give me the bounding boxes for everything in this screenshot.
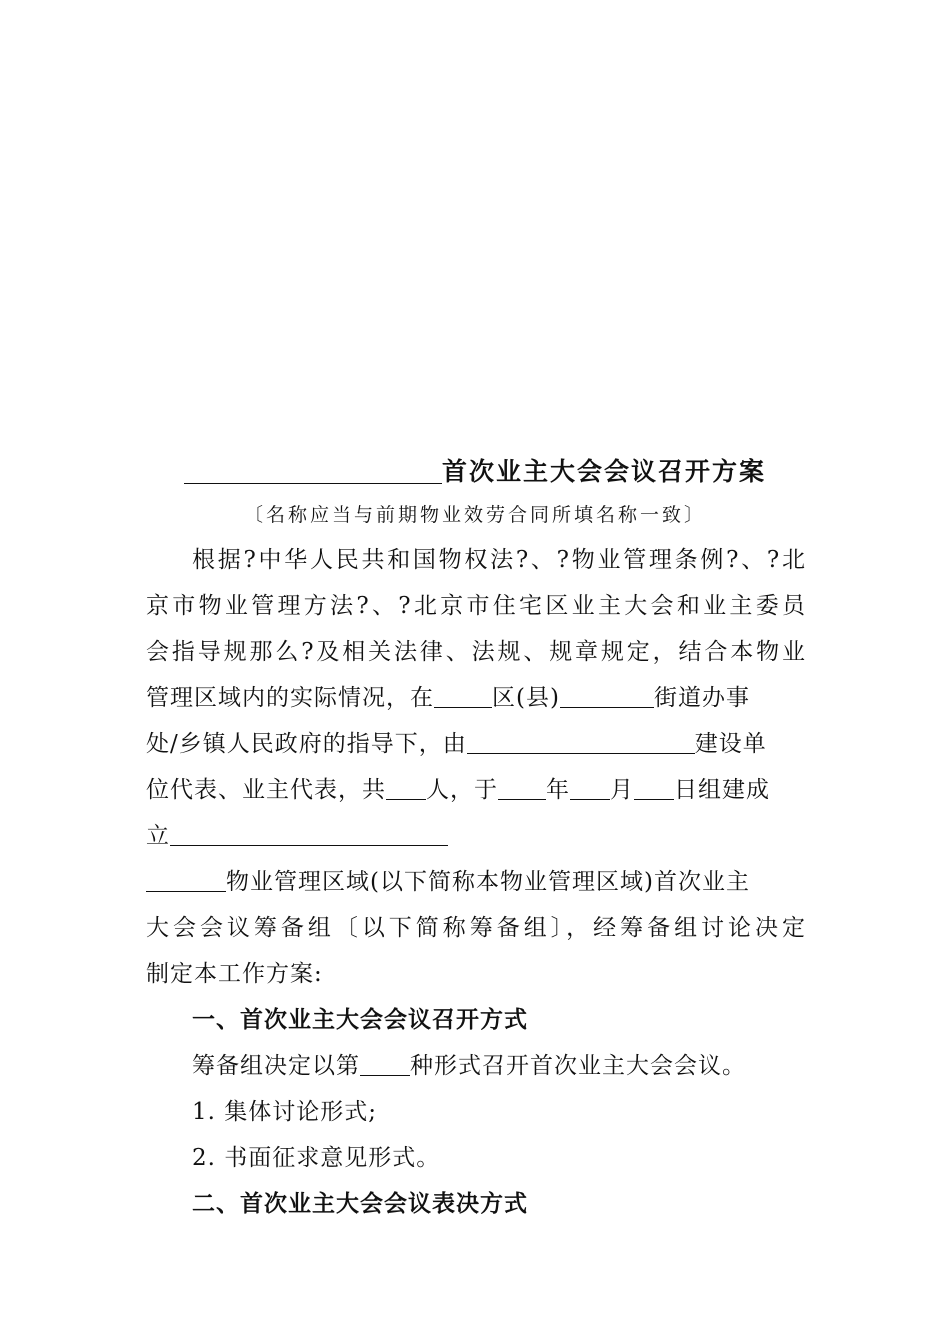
section1-item1: 1. 集体讨论形式; — [192, 1099, 378, 1125]
document-title — [0, 452, 950, 488]
section1-text — [192, 1049, 806, 1083]
text-segment: 位代表、业主代表，共 — [146, 777, 386, 803]
month-blank[interactable] — [570, 775, 610, 800]
section2-heading: 二、首次业主大会会议表决方式 — [192, 1191, 528, 1217]
text-segment: 筹备组决定以第 — [192, 1053, 360, 1079]
para2-line3: 制定本工作方案: — [146, 961, 323, 987]
street-office-blank[interactable] — [560, 683, 654, 708]
para1-line5 — [146, 727, 806, 761]
title-text: 首次业主大会会议召开方案 — [441, 457, 766, 486]
text-segment: 立 — [146, 823, 170, 849]
developer-blank[interactable] — [467, 729, 695, 754]
text-segment: 区(县) — [492, 685, 560, 711]
para1-line3: 会指导规那么?及相关法律、法规、规章规定，结合本物业 — [146, 639, 806, 665]
text-segment: 建设单 — [694, 731, 767, 757]
para1-line2: 京市物业管理方法?、?北京市住宅区业主大会和业主委员 — [146, 593, 806, 619]
meeting-form-blank[interactable] — [360, 1051, 410, 1076]
text-segment: 街道办事 — [653, 685, 750, 711]
para1-line6 — [146, 773, 806, 807]
text-segment: 年 — [546, 777, 570, 803]
para2-line1 — [146, 865, 806, 899]
day-blank[interactable] — [634, 775, 674, 800]
para1-line1: 根据?中华人民共和国物权法?、?物业管理条例?、?北 — [192, 547, 806, 573]
organization-name-blank[interactable] — [170, 821, 448, 846]
text-segment: 人，于 — [426, 777, 498, 803]
text-segment: 物业管理区域(以下简称本物业管理区域)首次业主 — [226, 869, 750, 895]
para1-line4 — [146, 681, 806, 715]
text-segment: 种形式召开首次业主大会会议。 — [410, 1053, 746, 1079]
year-blank[interactable] — [498, 775, 546, 800]
text-segment: 月 — [610, 777, 634, 803]
text-segment: 处/乡镇人民政府的指导下，由 — [146, 731, 467, 757]
text-segment: 日组建成 — [674, 777, 770, 803]
para1-line7 — [146, 819, 806, 853]
member-count-blank[interactable] — [386, 775, 426, 800]
district-blank[interactable] — [434, 683, 492, 708]
text-segment: 管理区域内的实际情况，在 — [146, 685, 434, 711]
area-name-blank[interactable] — [146, 867, 226, 892]
section1-heading: 一、首次业主大会会议召开方式 — [192, 1007, 528, 1033]
community-name-blank[interactable] — [184, 457, 442, 484]
para2-line2: 大会会议筹备组〔以下简称筹备组〕，经筹备组讨论决定 — [146, 915, 806, 941]
document-subtitle: 〔名称应当与前期物业效劳合同所填名称一致〕 — [243, 504, 706, 526]
section1-item2: 2. 书面征求意见形式。 — [192, 1145, 441, 1171]
